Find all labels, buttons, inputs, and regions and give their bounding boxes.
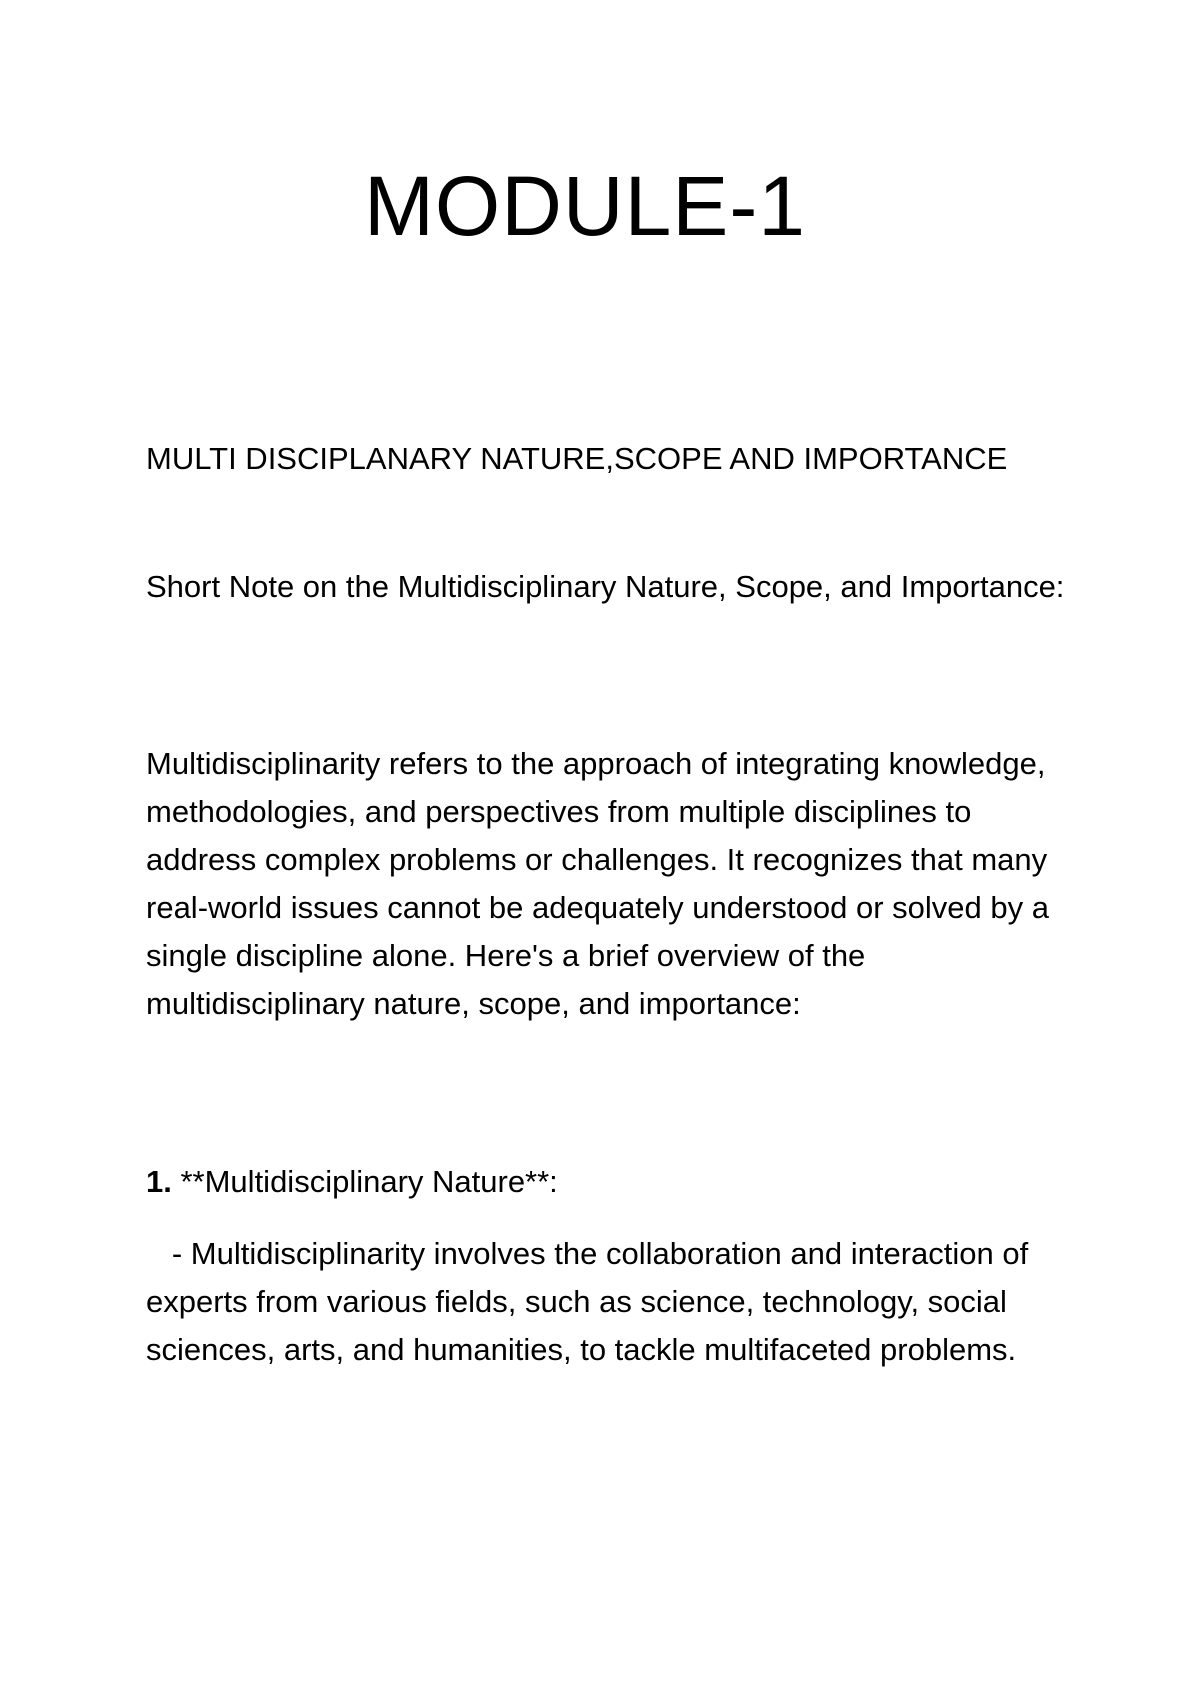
- list-item-1-indent: [146, 1236, 172, 1271]
- page-title-text: MODULE-1: [363, 159, 807, 253]
- intro-paragraph: Multidisciplinarity refers to the approach of integrating knowledge, methodologies, and perspectives from multiple disciplines to address complex problems or challenges. It recognizes that many real-world issues cannot be adequately understood or solved by a single discipline alone. Here's a brief overview of the multidisciplinary nature, scope, and importance:: [146, 746, 1049, 1021]
- list-item-1-body-text: - Multidisciplinarity involves the collaboration and interaction of experts from various fields, such as science, technology, social sciences, arts, and humanities, to tackle multifaceted problems.: [146, 1236, 1029, 1367]
- list-item-1-title-text: **Multidisciplinary Nature**:: [180, 1164, 558, 1199]
- list-item-1-number: 1.: [146, 1164, 172, 1199]
- section-heading: MULTI DISCIPLANARY NATURE,SCOPE AND IMPORTANCE: [146, 441, 1008, 476]
- list-item-1-body: [146, 1230, 1066, 1374]
- short-note-heading: Short Note on the Multidisciplinary Nature, Scope, and Importance:: [146, 569, 1065, 604]
- page-title: [0, 158, 1200, 254]
- list-item-1-title: [146, 1158, 1066, 1206]
